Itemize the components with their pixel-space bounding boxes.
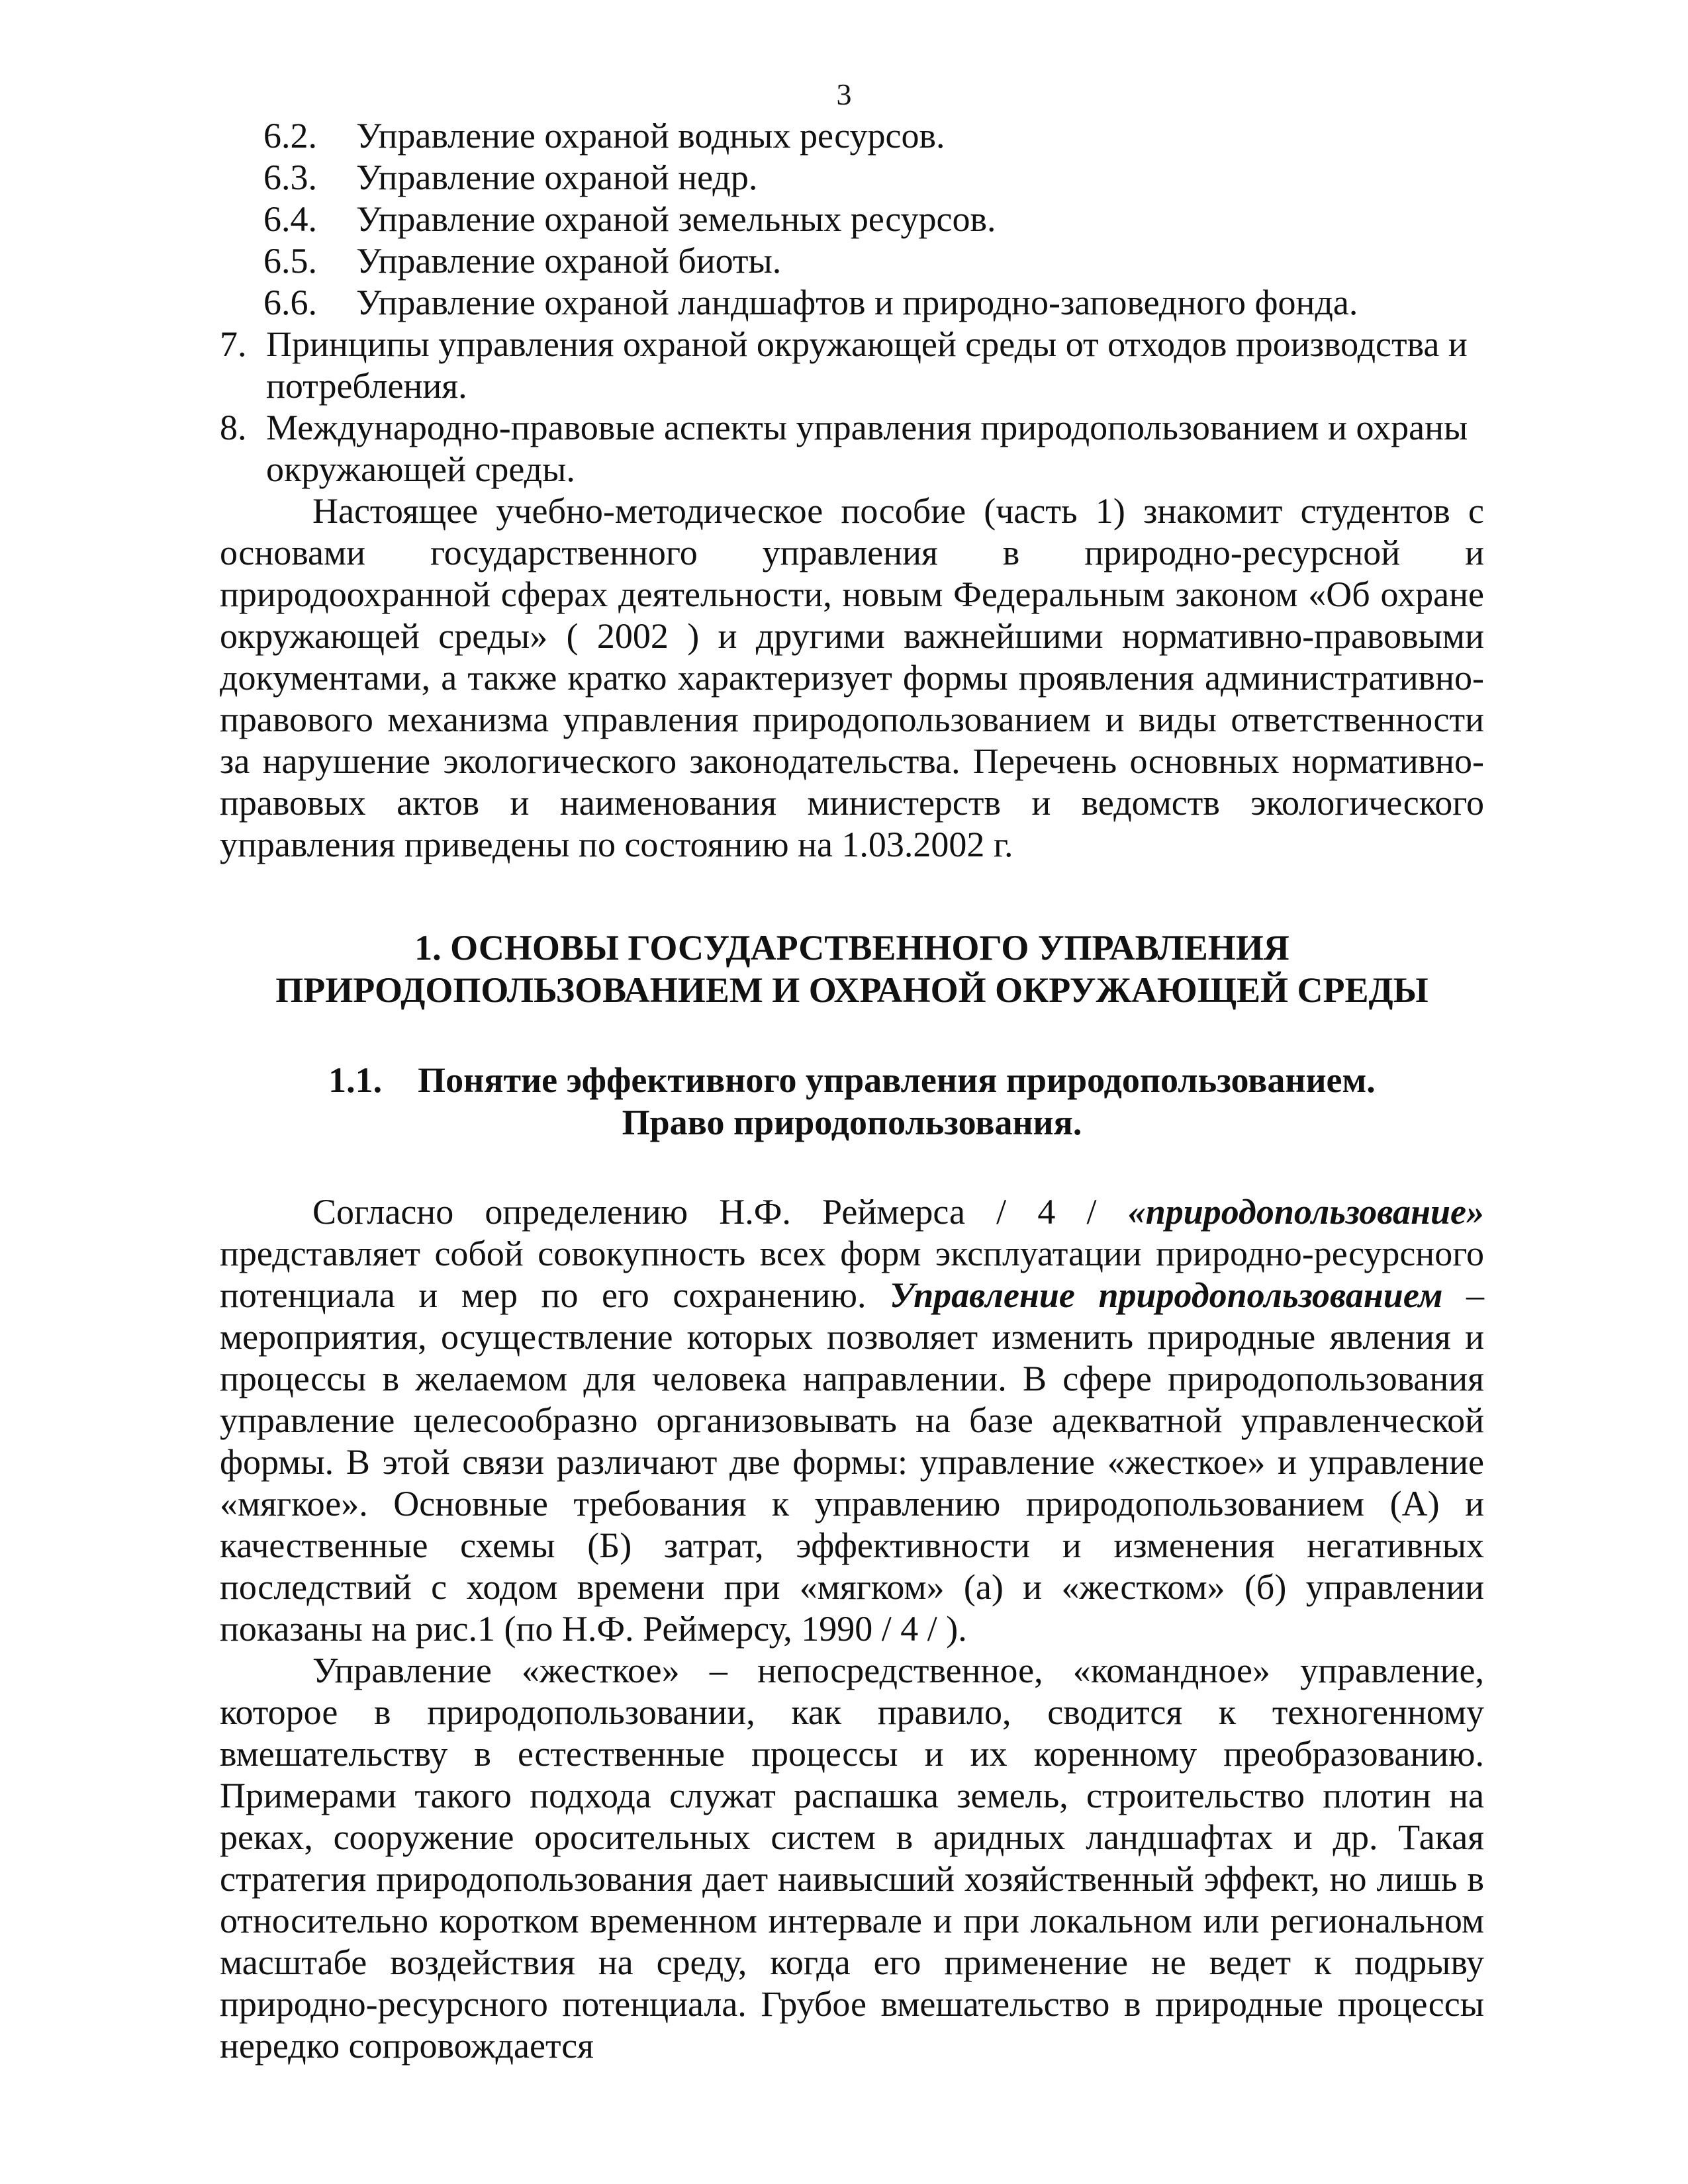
paragraph-text: Согласно определению Н.Ф. Реймерса / 4 / xyxy=(312,1192,1128,1232)
toc-item-number: 6.3. xyxy=(263,158,317,197)
toc-item-number: 6.5. xyxy=(263,241,317,281)
subsection-heading-line xyxy=(220,1059,1484,1101)
body-paragraph xyxy=(220,1191,1484,1650)
toc-item-text: Принципы управления охраной окружающей среды от отходов производства и потребления. xyxy=(266,324,1468,406)
page-content xyxy=(220,115,1484,2067)
toc-item-number: 6.4. xyxy=(263,199,317,239)
toc-item-number: 6.2. xyxy=(263,116,317,156)
toc-item-text: Управление охраной водных ресурсов. xyxy=(356,116,945,156)
subsection-heading-line: Право природопользования. xyxy=(622,1103,1082,1142)
toc-item xyxy=(263,115,1484,157)
toc-item-text: Управление охраной ландшафтов и природно-заповедного фонда. xyxy=(356,283,1358,322)
toc-item xyxy=(220,324,1484,407)
section-heading xyxy=(220,927,1484,1011)
defined-term: «природопользование» xyxy=(1127,1192,1484,1232)
toc-item-text: Управление охраной недр. xyxy=(356,158,758,197)
toc-item xyxy=(263,240,1484,282)
toc-item-number: 6.6. xyxy=(263,283,317,322)
subsection-heading xyxy=(220,1059,1484,1144)
table-of-contents xyxy=(220,115,1484,490)
toc-item-number: 7. xyxy=(220,324,247,364)
page-number: 3 xyxy=(836,77,852,111)
toc-item xyxy=(263,282,1484,324)
subsection-title: Понятие эффективного управления природопользованием. xyxy=(418,1060,1376,1100)
section-heading-line: ПРИРОДОПОЛЬЗОВАНИЕМ И ОХРАНОЙ ОКРУЖАЮЩЕЙ СРЕДЫ xyxy=(275,970,1429,1010)
paragraph-text: представляет собой совокупность всех форм эксплуатации природно-ресурсного потенциала и мер по его сохранению. xyxy=(220,1234,1484,1315)
toc-item-number: 8. xyxy=(220,408,247,447)
intro-paragraph: Настоящее учебно-методическое пособие (часть 1) знакомит студентов с основами государственного управления в природно-ресурсной и природоохранной сферах деятельности, новым Федеральным законом «Об охране окружающей среды» ( 2002 ) и другими важнейшими нормативно-правовыми документами, а также кратко характеризует формы проявления административно-правового механизма управления природопользованием и виды ответственности за нарушение экологического законодательства. Перечень основных нормативно-правовых актов и наименования министерств и ведомств экологического управления приведены по состоянию на 1.03.2002 г. xyxy=(220,491,1484,864)
body-paragraph: Управление «жесткое» – непосредственное, «командное» управление, которое в природопользовании, как правило, сводится к техногенному вмешательству в естественные процессы и их коренному преобразованию. Примерами такого подхода служат распашка земель, строительство плотин на реках, сооружение оросительных систем в аридных ландшафтах и др. Такая стратегия природопользования дает наивысший хозяйственный эффект, но лишь в относительно коротком временном интервале и при локальном или региональном масштабе воздействия на среду, когда его применение не ведет к подрыву природно-ресурсного потенциала. Грубое вмешательство в природные процессы нередко сопровождается xyxy=(220,1651,1484,2066)
paragraph-text: – мероприятия, осуществление которых позволяет изменить природные явления и процессы в желаемом для человека направлении. В сфере природопользования управление целесообразно организовывать на базе адекватной управленческой формы. В этой связи различают две формы: управление «жесткое» и управление «мягкое». Основные требования к управлению природопользованием (А) и качественные схемы (Б) затрат, эффективности и изменения негативных последствий с ходом времени при «мягком» (а) и «жестком» (б) управлении показаны на рис.1 (по Н.Ф. Реймерсу, 1990 / 4 / ). xyxy=(220,1275,1485,1649)
toc-item-text: Управление охраной биоты. xyxy=(356,241,782,281)
toc-item-text: Международно-правовые аспекты управления природопользованием и охраны окружающей среды. xyxy=(266,408,1468,489)
toc-item xyxy=(220,407,1484,490)
toc-item-text: Управление охраной земельных ресурсов. xyxy=(356,199,996,239)
toc-item xyxy=(263,157,1484,199)
section-heading-line: 1. ОСНОВЫ ГОСУДАРСТВЕННОГО УПРАВЛЕНИЯ xyxy=(414,928,1289,968)
defined-term: Управление природопользованием xyxy=(890,1275,1443,1315)
toc-item xyxy=(263,199,1484,240)
subsection-number: 1.1. xyxy=(328,1060,383,1100)
